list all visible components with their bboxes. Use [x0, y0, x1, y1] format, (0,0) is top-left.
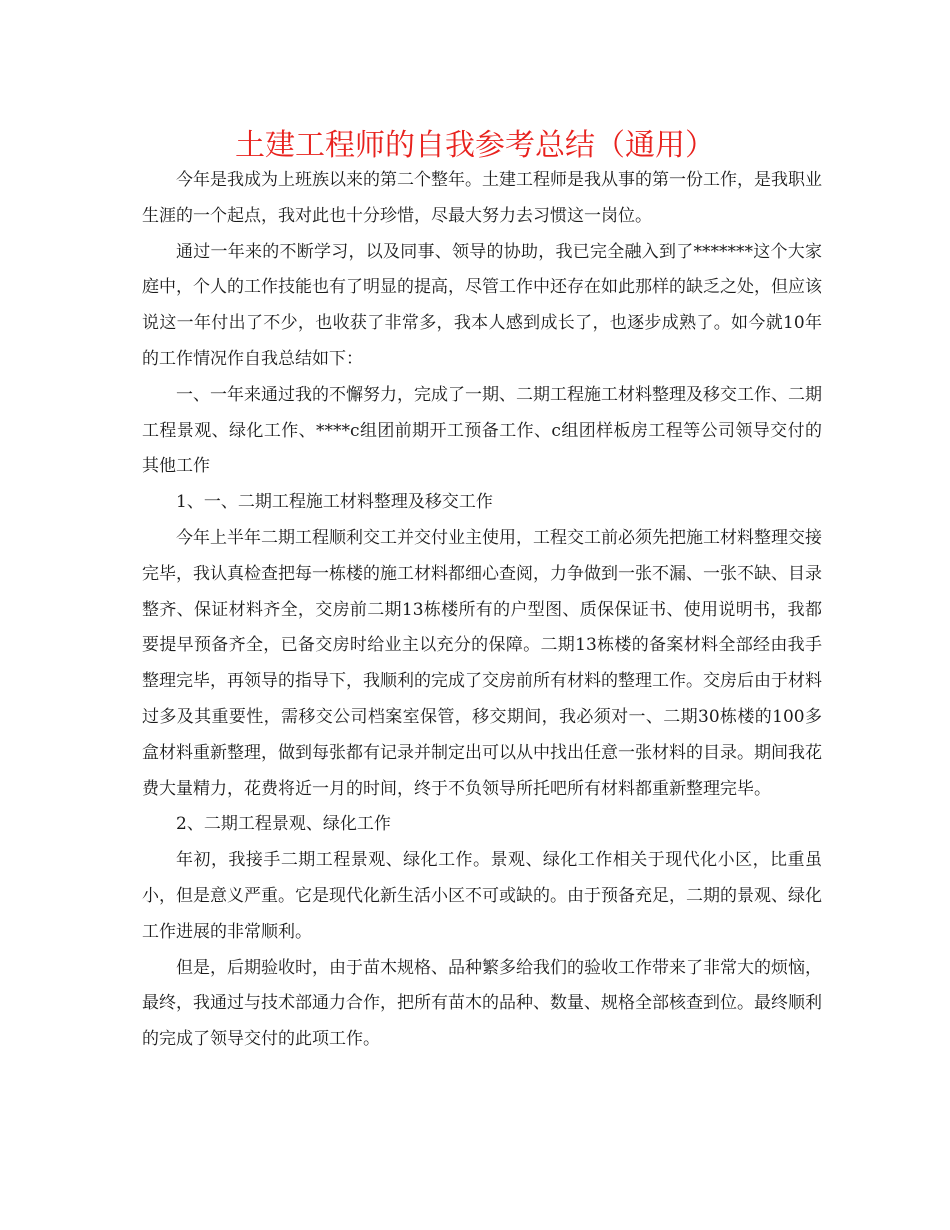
paragraph-materials: 今年上半年二期工程顺利交工并交付业主使用，工程交工前必须先把施工材料整理交接完毕，我认真检查把每一栋楼的施工材料都细心查阅，力争做到一张不漏、一张不缺、目录整齐、保证材料齐全，交房前二期13栋楼所有的户型图、质保保证书、使用说明书，我都要提早预备齐全，已备交房时给业主以充分的保障。二期13栋楼的备案材料全部经由我手整理完毕，再领导的指导下，我顺利的完成了交房前所有材料的整理工作。交房后由于材料过多及其重要性，需移交公司档案室保管，移交期间，我必须对一、二期30栋楼的100多盒材料重新整理，做到每张都有记录并制定出可以从中找出任意一张材料的目录。期间我花费大量精力，花费将近一月的时间，终于不负领导所托吧所有材料都重新整理完毕。 — [142, 527, 822, 799]
paragraph-growth: 通过一年来的不断学习，以及同事、领导的协助，我已完全融入到了*******这个大家庭中，个人的工作技能也有了明显的提高，尽管工作中还存在如此那样的缺乏之处，但应该说这一年付出了不少，也收获了非常多，我本人感到成长了，也逐步成熟了。如今就10年的工作情况作自我总结如下： — [142, 241, 822, 369]
paragraph-landscape: 年初，我接手二期工程景观、绿化工作。景观、绿化工作相关于现代化小区，比重虽小，但是意义严重。它是现代化新生活小区不可或缺的。由于预备充足，二期的景观、绿化工作进展的非常顺利。 — [142, 850, 822, 942]
document-title: 土建工程师的自我参考总结（通用） — [235, 128, 715, 163]
section-heading-materials: 1、一、二期工程施工材料整理及移交工作 — [176, 492, 493, 513]
section-heading-landscape: 2、二期工程景观、绿化工作 — [176, 814, 391, 835]
document-body — [142, 163, 822, 1058]
paragraph-intro: 今年是我成为上班族以来的第二个整年。土建工程师是我从事的第一份工作，是我职业生涯的一个起点，我对此也十分珍惜，尽最大努力去习惯这一岗位。 — [142, 170, 822, 226]
paragraph-acceptance: 但是，后期验收时，由于苗木规格、品种繁多给我们的验收工作带来了非常大的烦恼，最终，我通过与技术部通力合作，把所有苗木的品种、数量、规格全部核查到位。最终顺利的完成了领导交付的此项工作。 — [142, 957, 822, 1050]
paragraph-summary-list: 一、一年来通过我的不懈努力，完成了一期、二期工程施工材料整理及移交工作、二期工程景观、绿化工作、****c组团前期开工预备工作、c组团样板房工程等公司领导交付的其他工作 — [142, 384, 822, 477]
